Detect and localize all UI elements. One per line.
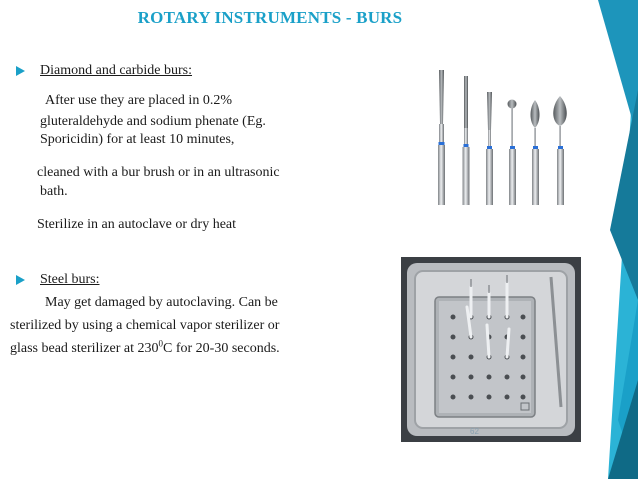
bur-2 — [463, 76, 470, 205]
bullet2-line-1: May get damaged by autoclaving. Can be — [45, 295, 278, 310]
bullet-arrow-icon — [16, 275, 25, 285]
bullet-arrow-icon — [16, 66, 25, 76]
bur-4 — [508, 100, 517, 206]
slide-title: ROTARY INSTRUMENTS - BURS — [137, 8, 403, 27]
bullet1-line-3: Sporicidin) for at least 10 minutes, — [40, 132, 235, 147]
bur-1 — [438, 70, 445, 205]
bur-tray-photo — [401, 257, 581, 442]
bur-3 — [486, 92, 493, 205]
bullet2-line-3-tail: C for 20-30 seconds. — [163, 341, 280, 356]
bullet1-line-5: bath. — [40, 184, 68, 199]
bullet2-heading: Steel burs: — [40, 272, 100, 287]
page-number: 62 — [470, 427, 479, 436]
bur-5 — [531, 100, 540, 205]
bullet2-line-3 — [10, 339, 280, 358]
bullet2-line-3-text: glass bead sterilizer at 230 — [10, 341, 159, 356]
bullet1-line-4: cleaned with a bur brush or in an ultrasonic — [37, 165, 280, 180]
bullet1-line-6: Sterilize in an autoclave or dry heat — [37, 217, 237, 232]
degree-superscript: 0 — [158, 338, 164, 349]
burs-photo — [428, 62, 578, 212]
bullet1-heading: Diamond and carbide burs: — [40, 63, 193, 78]
bullet1-line-2: gluteraldehyde and sodium phenate (Eg. — [40, 114, 266, 129]
bullet1-line-1: After use they are placed in 0.2% — [45, 93, 232, 108]
bullet2-line-2: sterilized by using a chemical vapor sterilizer or — [10, 318, 280, 333]
bur-6 — [553, 96, 567, 205]
